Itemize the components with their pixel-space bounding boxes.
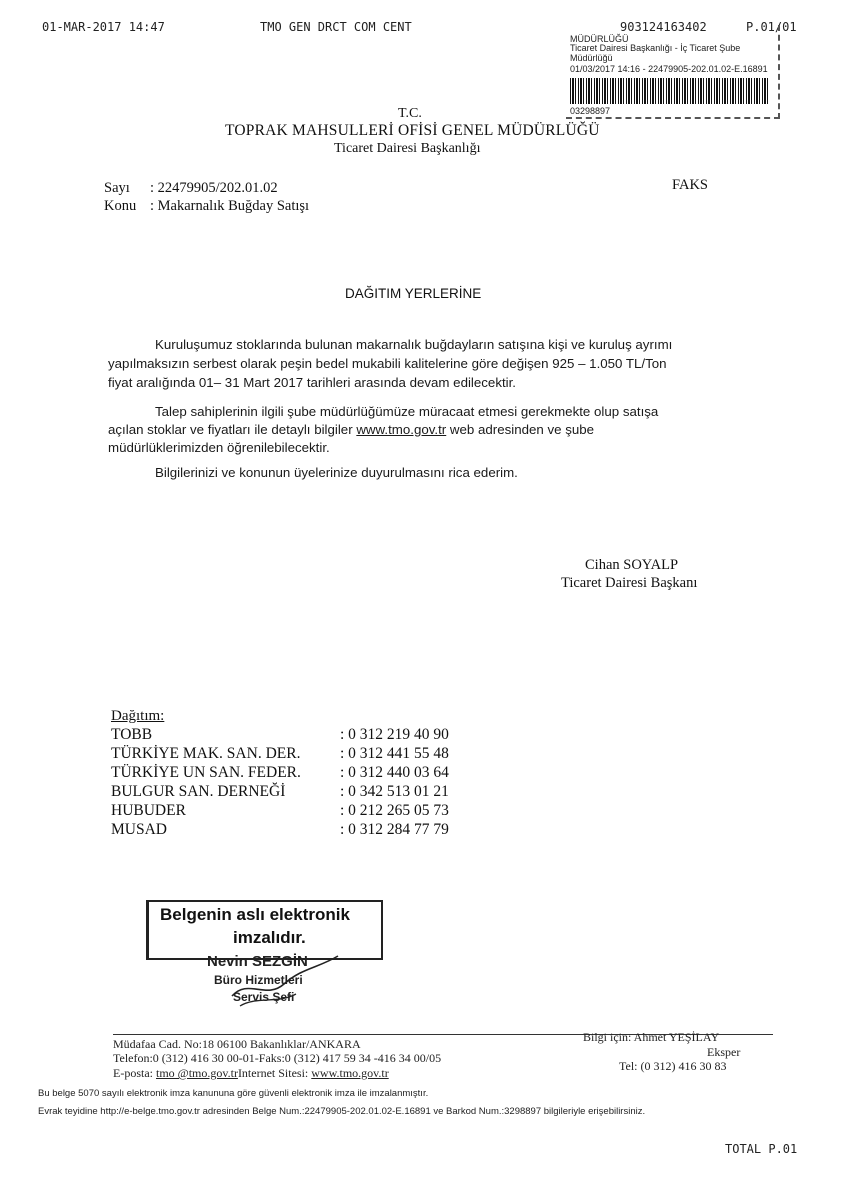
footer-address: Müdafaa Cad. No:18 06100 Bakanlıklar/ANKARA [113, 1037, 361, 1051]
stamp-line-4: 01/03/2017 14:16 - 22479905-202.01.02-E.16891 [570, 64, 768, 74]
contact-role: Eksper [707, 1045, 741, 1059]
website-link[interactable]: www.tmo.gov.tr [356, 422, 447, 437]
stamp-line-1: MÜDÜRLÜĞÜ [570, 34, 629, 44]
footer-contact-line [113, 1066, 389, 1081]
sayi-value: : 22479905/202.01.02 [150, 180, 278, 196]
footer-phone-fax: Telefon:0 (312) 416 30 00-01-Faks:0 (312) 417 59 34 -416 34 00/05 [113, 1051, 442, 1065]
distribution-name: TÜRKİYE MAK. SAN. DER. [111, 745, 301, 762]
contact-person: Bilgi için: Ahmet YEŞİLAY [583, 1030, 720, 1044]
fax-sender: TMO GEN DRCT COM CENT [260, 20, 412, 34]
seal-line-1: Belgenin aslı elektronik [160, 905, 350, 924]
certifier-unit: Büro Hizmetleri [214, 973, 303, 987]
distribution-phone: : 0 342 513 01 21 [340, 783, 449, 800]
paragraph-3: Bilgilerinizi ve konunun üyelerinize duyurulmasını rica ederim. [155, 465, 518, 480]
seal-line-2: imzalıdır. [233, 928, 306, 947]
signatory-title: Ticaret Dairesi Başkanı [561, 575, 698, 591]
barcode [570, 78, 770, 104]
paragraph-2-line-1: Talep sahiplerinin ilgili şube müdürlüğümüze müracaat etmesi gerekmekte olup satışa [155, 404, 659, 419]
signatory-name: Cihan SOYALP [585, 557, 679, 573]
web-link[interactable]: www.tmo.gov.tr [311, 1066, 389, 1080]
distribution-phone: : 0 212 265 05 73 [340, 802, 449, 819]
letterhead-country: T.C. [398, 106, 422, 121]
faks-label: FAKS [672, 177, 708, 193]
fax-datetime: 01-MAR-2017 14:47 [42, 20, 165, 34]
distribution-phone: : 0 312 284 77 79 [340, 821, 449, 838]
distribution-name: HUBUDER [111, 802, 186, 819]
paragraph-2-line-2 [108, 421, 594, 439]
paragraph-2-line-3: müdürlüklerimizden öğrenilebilecektir. [108, 440, 330, 455]
contact-phone: Tel: (0 312) 416 30 83 [619, 1059, 727, 1073]
stamp-line-3: Müdürlüğü [570, 53, 613, 63]
verify-note: Evrak teyidine http://e-belge.tmo.gov.tr adresinden Belge Num.:22479905-202.01.02-E.16891 ve Barkod Num.:3298897 bilgileriyle erişebilirsiniz. [38, 1106, 646, 1117]
konu-label: Konu [104, 198, 137, 214]
letterhead-org: TOPRAK MAHSULLERİ OFİSİ GENEL MÜDÜRLÜĞÜ [225, 122, 600, 139]
distribution-name: TOBB [111, 726, 153, 743]
distribution-name: BULGUR SAN. DERNEĞİ [111, 783, 286, 800]
certifier-role: Servis Şefi [233, 990, 295, 1004]
fax-number: 903124163402 [620, 20, 707, 34]
paragraph-1-line-3: fiyat aralığında 01– 31 Mart 2017 tarihleri arasında devam edilecektir. [108, 375, 517, 390]
distribution-phone: : 0 312 441 55 48 [340, 745, 449, 762]
letterhead-dept: Ticaret Dairesi Başkanlığı [334, 141, 481, 156]
distribution-name: TÜRKİYE UN SAN. FEDER. [111, 764, 301, 781]
email-label: E-posta: [113, 1066, 153, 1080]
distribution-phone: : 0 312 440 03 64 [340, 764, 449, 781]
stamp-line-2: Ticaret Dairesi Başkanlığı - İç Ticaret Şube [570, 43, 741, 53]
web-label: Internet Sitesi: [237, 1066, 309, 1080]
fax-total: TOTAL P.01 [725, 1142, 798, 1156]
paragraph-1-line-2: yapılmaksızın serbest olarak peşin bedel mukabili kalitelerine göre değişen 925 – 1.050 TL/Ton [108, 356, 667, 371]
fax-page: P.01/01 [746, 20, 797, 34]
distribution-name: MUSAD [111, 821, 167, 838]
certifier-name: Nevin SEZGİN [207, 953, 308, 970]
barcode-number: 03298897 [570, 106, 611, 116]
distribution-heading: Dağıtım: [111, 708, 165, 724]
esign-note: Bu belge 5070 sayılı elektronik imza kanununa göre güvenli elektronik imza ile imzalanmıştır. [38, 1088, 429, 1099]
email-link[interactable]: tmo @tmo.gov.tr [156, 1066, 238, 1080]
paragraph-2-text-b: web adresinden ve şube [446, 422, 595, 437]
distribution-phone: : 0 312 219 40 90 [340, 726, 449, 743]
paragraph-2-text-a: açılan stoklar ve fiyatları ile detaylı bilgiler [108, 422, 357, 437]
addressee: DAĞITIM YERLERİNE [345, 286, 482, 301]
paragraph-1-line-1: Kuruluşumuz stoklarında bulunan makarnalık buğdayların satışına kişi ve kuruluş ayrımı [155, 337, 673, 352]
signature-scribble [226, 948, 346, 1010]
sayi-label: Sayı [104, 180, 130, 196]
konu-value: : Makarnalık Buğday Satışı [150, 198, 310, 214]
